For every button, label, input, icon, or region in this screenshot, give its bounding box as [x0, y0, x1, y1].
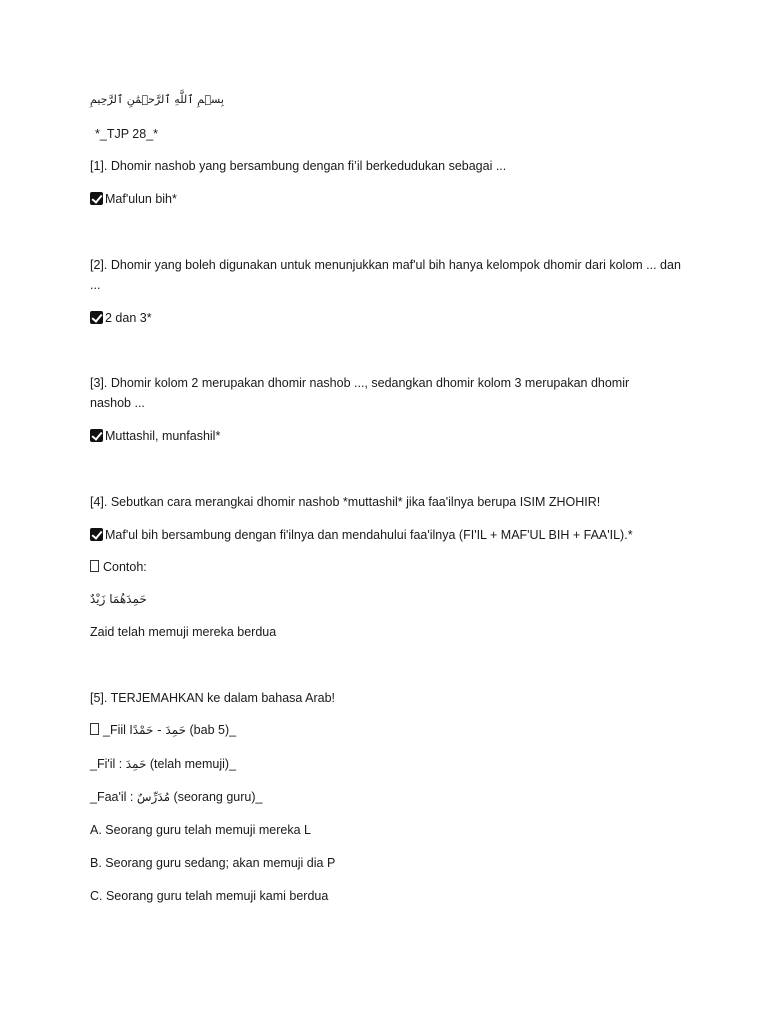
checkmark-icon [90, 528, 103, 541]
faail-suffix: (seorang guru)_ [173, 790, 263, 804]
question-3: [3]. Dhomir kolom 2 merupakan dhomir nashob ..., sedangkan dhomir kolom 3 merupakan dhomir nashob ... [90, 376, 630, 410]
answer-2 [90, 308, 688, 328]
faail-prefix: _Faa'il : [90, 790, 134, 804]
question-2: [2]. Dhomir yang boleh digunakan untuk menunjukkan maf'ul bih hanya kelompok dhomir dari kolom ... dan ... [90, 258, 681, 292]
fiil2-arabic: حَمِدَ [125, 757, 147, 771]
answer-3-text: Muttashil, munfashil* [105, 429, 221, 443]
example-translation: Zaid telah memuji mereka berdua [90, 625, 277, 639]
option-c: C. Seorang guru telah memuji kami berdua [90, 889, 329, 903]
basmala: بِسۡمِ ٱللَّهِ ٱلرَّحۡمَٰنِ ٱلرَّحِيمِ [90, 93, 224, 106]
option-b: B. Seorang guru sedang; akan memuji dia P [90, 856, 336, 870]
missing-glyph-icon [90, 723, 99, 735]
faail-arabic: مُدَرِّسٌ [136, 790, 171, 804]
checkmark-icon [90, 192, 103, 205]
fiil-arabic: حَمِدَ - حَمْدًا [129, 723, 187, 737]
option-a: A. Seorang guru telah memuji mereka L [90, 823, 311, 837]
question-1: [1]. Dhomir nashob yang bersambung dengan fi’il berkedudukan sebagai ... [90, 159, 507, 173]
answer-4-text: Maf'ul bih bersambung dengan fi'ilnya dan mendahului faa'ilnya (FI'IL + MAF'UL BIH + FAA'IL).* [105, 528, 633, 542]
example-arabic: حَمِدَهُمَا زَيْدٌ [90, 592, 147, 606]
answer-1 [90, 189, 688, 209]
example-label [90, 557, 688, 577]
answer-3 [90, 426, 688, 446]
answer-1-text: Maf'ulun bih* [105, 192, 177, 206]
fiil-line [90, 720, 688, 740]
question-4: [4]. Sebutkan cara merangkai dhomir nashob *muttashil* jika faa'ilnya berupa ISIM ZHOHIR! [90, 495, 601, 509]
answer-2-text: 2 dan 3* [105, 311, 152, 325]
document-title: *_TJP 28_* [95, 127, 159, 141]
checkmark-icon [90, 429, 103, 442]
example-label-text: Contoh: [103, 560, 147, 574]
fiil2-prefix: _Fi'il : [90, 757, 123, 771]
fiil-suffix: (bab 5)_ [189, 723, 237, 737]
fiil2-line [90, 754, 688, 774]
missing-glyph-icon [90, 560, 99, 572]
checkmark-icon [90, 311, 103, 324]
question-5: [5]. TERJEMAHKAN ke dalam bahasa Arab! [90, 691, 336, 705]
faail-line [90, 787, 688, 807]
fiil2-suffix: (telah memuji)_ [149, 757, 237, 771]
fiil-prefix: _Fiil [103, 723, 126, 737]
answer-4 [90, 525, 688, 545]
